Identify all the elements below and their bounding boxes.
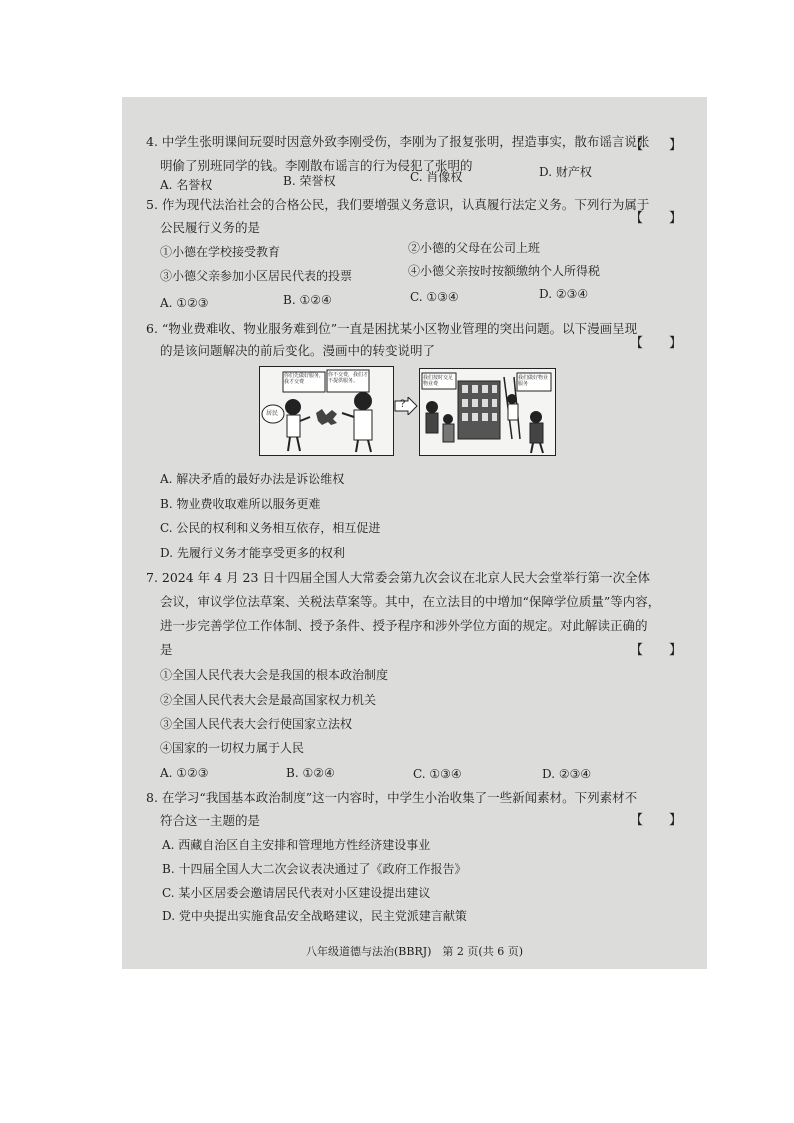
q5-option-b: B. ①②④ [283,293,332,307]
q8-option-d: D. 党中央提出实施食品安全战略建议，民主党派建言献策 [162,909,467,923]
exam-page [122,97,707,969]
q7-option-c: C. ①③④ [413,767,462,781]
q6-stem-line2: 的是该问题解决的前后变化。漫画中的转变说明了 [160,343,436,358]
q4-option-b: B. 荣誉权 [283,174,336,188]
q6-stem-line1: 6. “物业费难收、物业服务难到位”一直是困扰某小区物业管理的突出问题。以下漫画呈现 [146,321,638,336]
comic-label-resident: 居民 [266,410,279,417]
q6-option-a: A. 解决矛盾的最好办法是诉讼维权 [160,472,345,486]
q5-stem-line1: 5. 作为现代法治社会的合格公民，我们要增强义务意识，认真履行法定义务。下列行为属于 [146,197,650,212]
comic-bubble-residents-pay: 我们按时交足物业费 [423,375,454,387]
q8-stem-line1: 8. 在学习“我国基本政治制度”这一内容时，中学生小治收集了一些新闻素材。下列素材不 [146,790,638,805]
q5-item-3: ③小德父亲参加小区居民代表的投票 [160,269,353,283]
q7-option-d: D. ②③④ [542,767,592,781]
q4-option-c: C. 肖像权 [410,170,463,184]
q7-option-a: A. ①②③ [160,766,209,780]
q7-option-b: B. ①②④ [286,766,335,780]
comic-bubble-property: 你不交费，我们才不提供服务。 [328,372,369,384]
q6-option-c: C. 公民的权利和义务相互依存，相互促进 [160,521,381,535]
q8-stem-line2: 符合这一主题的是 [160,813,261,828]
comic-panel-before [259,366,394,456]
q7-item-2: ②全国人民代表大会是最高国家权力机关 [160,693,377,707]
arrow-right-icon [394,397,418,415]
q7-answer-bracket: 【 】 [630,643,683,658]
q5-stem-line2: 公民履行义务的是 [160,220,261,235]
comic-panel-after [419,368,556,456]
comic-bubble-resident: 你们先做好服务，我才交费 [284,373,325,385]
q5-item-4: ④小德父亲按时按额缴纳个人所得税 [408,264,601,278]
comic-arrow-question: ? [400,399,406,410]
q5-option-a: A. ①②③ [160,296,209,310]
q8-option-b: B. 十四届全国人大二次会议表决通过了《政府工作报告》 [162,862,467,876]
comic-before-illustration [260,367,393,455]
q7-item-4: ④国家的一切权力属于人民 [160,741,305,755]
q8-answer-bracket: 【 】 [630,813,683,828]
comic-bubble-property-service: 我们做好物业服务 [518,375,549,387]
q8-option-a: A. 西藏自治区自主安排和管理地方性经济建设事业 [162,838,431,852]
q5-option-d: D. ②③④ [539,287,589,301]
q7-stem-line4: 是 [160,642,173,657]
q6-answer-bracket: 【 】 [630,336,683,351]
q6-option-d: D. 先履行义务才能享受更多的权利 [160,546,345,560]
q4-stem-line2: 明偷了别班同学的钱。李刚散布谣言的行为侵犯了张明的 [160,158,473,173]
q4-answer-bracket: 【 】 [630,138,683,153]
q4-stem-line1: 4. 中学生张明课间玩耍时因意外致李刚受伤，李刚为了报复张明，捏造事实，散布谣言说张 [146,134,650,149]
q6-option-b: B. 物业费收取难所以服务更难 [160,497,321,511]
q7-stem-line1: 7. 2024 年 4 月 23 日十四届全国人大常委会第九次会议在北京人民大会堂举行第一次全体 [146,570,650,585]
page-footer: 八年级道德与法治(BBRJ) 第 2 页(共 6 页) [305,945,523,958]
q7-stem-line2: 会议，审议学位法草案、关税法草案等。其中，在立法目的中增加“保障学位质量”等内容， [160,594,661,609]
comic-transition-arrow [394,397,418,415]
q5-option-c: C. ①③④ [410,290,459,304]
q7-item-1: ①全国人民代表大会是我国的根本政治制度 [160,668,389,682]
q5-answer-bracket: 【 】 [630,211,683,226]
q7-item-3: ③全国人民代表大会行使国家立法权 [160,717,353,731]
q5-item-1: ①小德在学校接受教育 [160,245,281,259]
q8-option-c: C. 某小区居委会邀请居民代表对小区建设提出建议 [162,886,431,900]
q4-option-d: D. 财产权 [539,165,592,179]
q7-stem-line3: 进一步完善学位工作体制、授予条件、授予程序和涉外学位方面的规定。对此解读正确的 [160,618,648,633]
q5-item-2: ②小德的父母在公司上班 [408,241,541,255]
q4-option-a: A. 名誉权 [160,178,213,192]
